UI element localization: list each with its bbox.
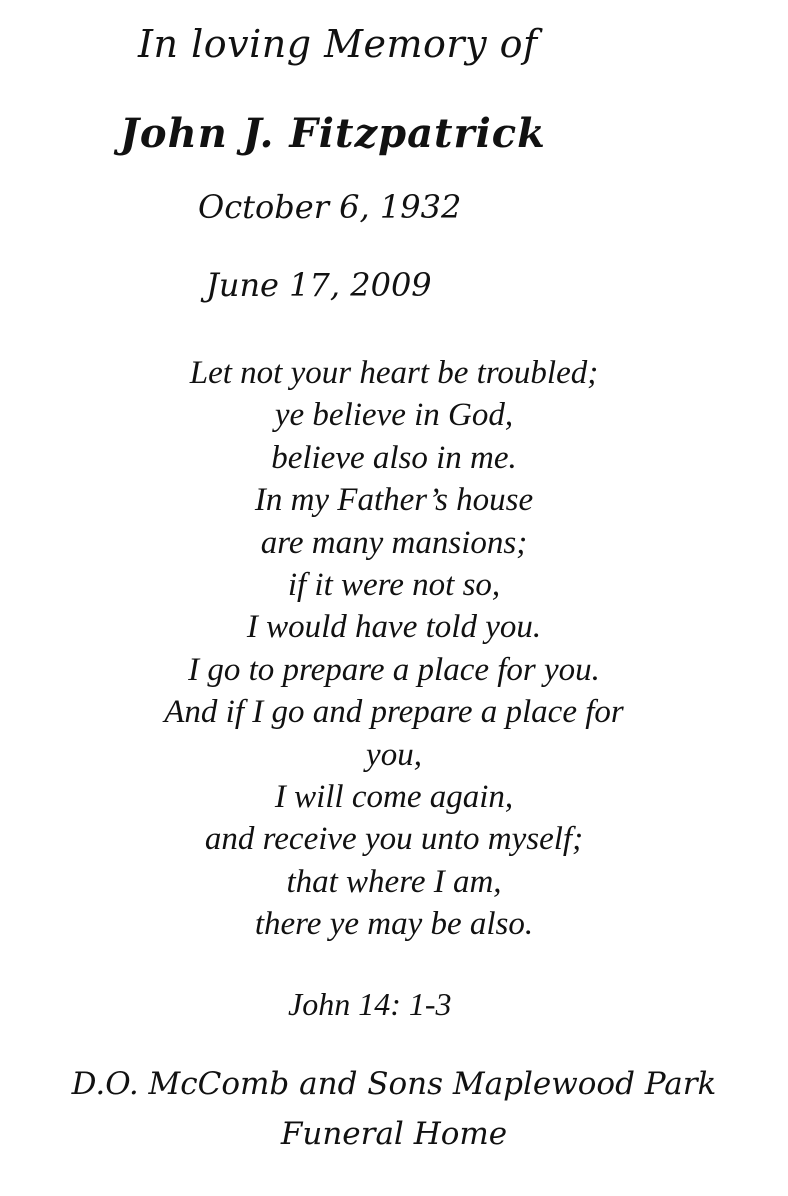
verse-citation: John 14: 1-3 — [288, 986, 452, 1022]
verse-line: that where I am, — [286, 863, 502, 900]
memorial-header: In loving Memory of — [138, 22, 538, 66]
verse-line: believe also in me. — [271, 439, 517, 476]
verse-line: ye believe in God, — [274, 397, 514, 434]
verse-line: you, — [366, 736, 422, 773]
verse-line: And if I go and prepare a place for — [164, 694, 624, 731]
funeral-home-name: D.O. McComb and Sons Maplewood Park — [71, 1066, 717, 1102]
verse-line: I will come again, — [274, 779, 514, 816]
verse-line: there ye may be also. — [254, 906, 534, 943]
verse-line: if it were not so, — [287, 567, 501, 604]
verse-line: I would have told you. — [246, 609, 542, 646]
birth-date: October 6, 1932 — [198, 188, 462, 226]
verse-line: and receive you unto myself; — [204, 821, 584, 858]
verse-line: In my Father’s house — [254, 482, 534, 519]
death-date: June 17, 2009 — [206, 266, 432, 304]
verse-line: are many mansions; — [260, 524, 528, 561]
verse-line: Let not your heart be troubled; — [189, 355, 599, 391]
deceased-name: John J. Fitzpatrick — [120, 110, 546, 157]
funeral-home-label: Funeral Home — [280, 1116, 508, 1152]
verse-line: I go to prepare a place for you. — [188, 651, 600, 688]
scripture-verse — [0, 352, 788, 946]
